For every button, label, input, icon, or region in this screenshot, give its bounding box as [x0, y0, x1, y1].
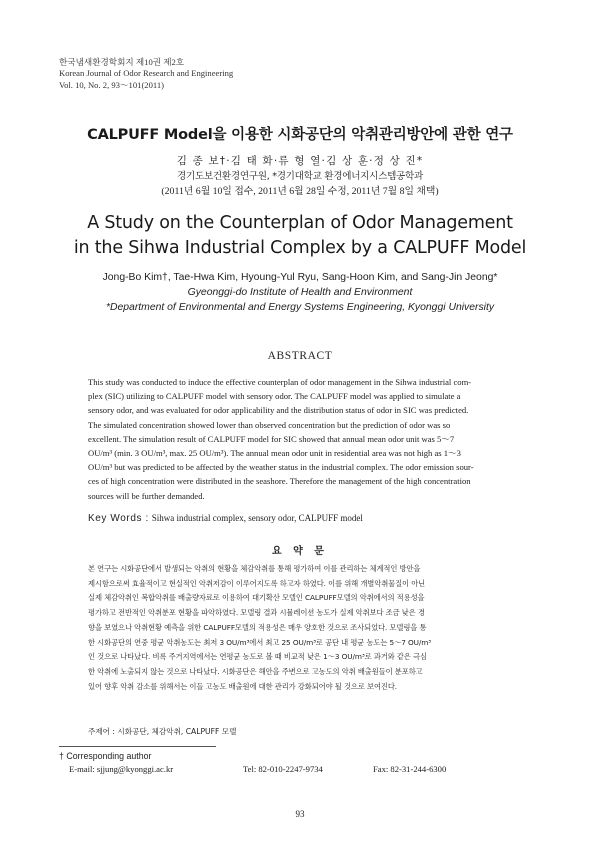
author-email: E-mail: sjjung@kyonggi.ac.kr [69, 764, 174, 774]
abstract-line: plex (SIC) utilizing to CALPUFF model with sensory odor. The CALPUFF model was applied to simulate a [88, 391, 461, 402]
journal-volume: Vol. 10, No. 2, 93～101(2011) [59, 79, 165, 90]
author-fax: Fax: 82-31-244-6300 [373, 764, 447, 774]
journal-english-name: Korean Journal of Odor Research and Engineering [59, 68, 234, 79]
author-tel: Tel: 82-010-2247-9734 [243, 764, 323, 774]
korean-summary-body [88, 562, 520, 694]
korean-summary-heading: 요 약 문 [272, 546, 328, 557]
korean-summary-line: 본 연구는 시화공단에서 발생되는 악취의 현황을 체감악취를 통해 평가하여 이를 관리하는 체계적인 방안을 [88, 564, 421, 573]
english-title-line-2: in the Sihwa Industrial Complex by a CALPUFF Model [73, 238, 527, 258]
korean-summary-line: 있어 향후 악취 감소를 위해서는 이들 고농도 배출원에 대한 관리가 강화되어야 될 것으로 보여진다. [88, 681, 398, 691]
keywords-value: Sihwa industrial complex, sensory odor, CALPUFF model [151, 513, 363, 523]
journal-korean-name: 한국냄새환경학회지 제10권 제2호 [59, 57, 185, 67]
korean-keywords: 주제어 : 시화공단, 체감악취, CALPUFF 모델 [88, 727, 237, 736]
abstract-line: The simulated concentration showed lower than observed concentration but the prediction of odor was so [88, 419, 451, 430]
abstract-line: ces of high concentration were distributed in the seashore. Therefore the management of the high concentration [88, 476, 471, 487]
korean-title: CALPUFF Model을 이용한 시화공단의 악취관리방안에 관한 연구 [87, 127, 513, 143]
english-keywords [88, 513, 363, 524]
english-affiliation-2: *Department of Environmental and Energy Systems Engineering, Kyonggi University [105, 302, 495, 313]
korean-summary-line: 평가하고 전반적인 악취분포 현황을 파악하였다. 모델링 결과 시뮬레이션 농도가 실제 악취보다 조금 낮은 경 [88, 608, 425, 618]
abstract-line: OU/m³ but was predicted to be affected by the weather status in the industrial complex. The odor emission sour- [88, 462, 474, 473]
corresponding-author-label: † Corresponding author [59, 751, 152, 761]
submission-dates: (2011년 6월 10일 접수, 2011년 6월 28일 수정, 2011년 7월 8일 채택) [161, 186, 439, 197]
english-title [0, 211, 600, 261]
english-affiliation-1: Gyeonggi-do Institute of Health and Environment [187, 287, 413, 298]
korean-summary-line: 실제 체감악취인 복합악취를 배출량자료로 이용하여 대기확산 모델인 CALPUFF모델의 악취에서의 적용성을 [88, 593, 425, 603]
abstract-body [88, 375, 512, 503]
abstract-line: This study was conducted to induce the effective counterplan of odor management in the Sihwa industrial com- [88, 377, 472, 387]
abstract-line: sensory odor, and was evaluated for odor applicability and the distribution status of odor in SIC was predicted. [88, 405, 469, 416]
korean-summary-line: 제시함으로써 효율적이고 현실적인 악취저감이 이루어지도록 하고자 하였다. 이를 위해 개별악취물질이 아닌 [88, 578, 426, 588]
korean-summary-line: 인 것으로 나타났다. 비록 주거지역에서는 연평균 농도로 볼 때 비교적 낮은 1～3 OU/m³로 과거와 같은 극심 [88, 652, 427, 662]
abstract-line: sources will be further demanded. [88, 490, 205, 501]
page-number: 93 [295, 809, 305, 819]
english-title-line-1: A Study on the Counterplan of Odor Management [87, 213, 513, 233]
keywords-label: Key Words : [88, 513, 149, 524]
abstract-line: OU/m³ (min. 3 OU/m³, max. 25 OU/m³). The annual mean odor unit in residential area was not high as 1～3 [88, 448, 461, 459]
korean-summary-line: 향을 보였으나 악취현황 예측을 위한 CALPUFF모델의 적용성은 매우 양호한 것으로 조사되었다. 모델링을 통 [88, 622, 427, 632]
korean-summary-line: 한 악취에 노출되지 않는 것으로 나타났다. 시화공단은 해안을 주변으로 고농도의 악취 배출원들이 분포하고 [88, 666, 423, 676]
english-authors: Jong-Bo Kim†, Tae-Hwa Kim, Hyoung-Yul Ryu, Sang-Hoon Kim, and Sang-Jin Jeong* [102, 272, 498, 283]
korean-summary-line: 한 시화공단의 연중 평균 악취농도는 최저 3 OU/m³에서 최고 25 OU/m³로 공단 내 평균 농도는 5～7 OU/m³ [88, 637, 432, 647]
abstract-heading: ABSTRACT [267, 350, 333, 362]
abstract-line: excellent. The simulation result of CALPUFF model for SIC showed that annual mean odor unit was 5～7 [88, 433, 455, 444]
journal-header [59, 57, 233, 91]
korean-authors: 김 종 보†·김 태 화·류 형 열·김 상 훈·정 상 진* [176, 155, 424, 167]
footnote-divider [59, 746, 216, 747]
korean-affiliation: 경기도보건환경연구원, *경기대학교 환경에너지시스템공학과 [177, 171, 423, 182]
